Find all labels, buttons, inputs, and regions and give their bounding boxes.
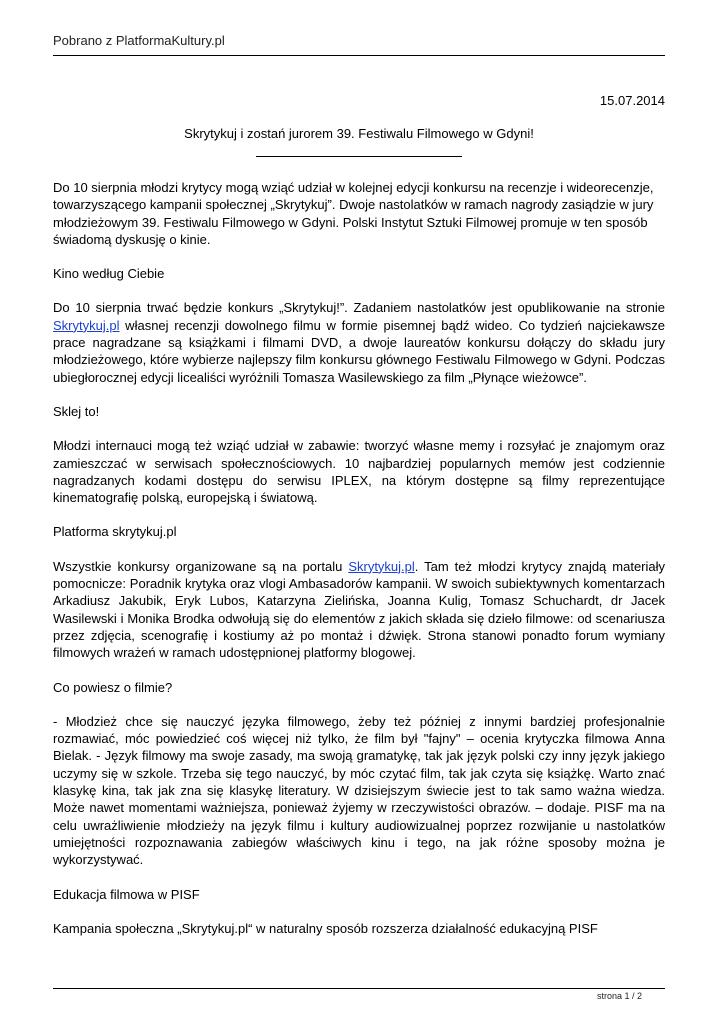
intro-paragraph: Do 10 sierpnia młodzi krytycy mogą wziąć udział w kolejnej edycji konkursu na recenzje i wideorecenzje, towarzyszącego kampanii społecznej „Skrytykuj”. Dwoje nastolatków w ramach nagrody zasiądzie w jury młodzieżowym 39. Festiwalu Filmowego w Gdyni. Polski Instytut Sztuki Filmowej promuje w ten sposób świadomą dyskusję o kinie. xyxy=(53,180,654,247)
section-heading-edukacja: Edukacja filmowa w PISF xyxy=(53,886,200,902)
section-heading-kino: Kino według Ciebie xyxy=(53,266,165,282)
skrytykuj-portal-link[interactable]: Skrytykuj.pl xyxy=(348,558,415,574)
section-paragraph-kino: Do 10 sierpnia trwać będzie konkurs „Skrytykuj!”. Zadaniem nastolatków jest opublikowanie na stronie Skrytykuj.pl własnej recenzji dowolnego filmu w formie pisemnej bądź wideo. Co tydzień najciekawsze prace nagradzane są książkami i filmami DVD, a dwoje laureatów konkursu dołączy do składu jury młodzieżowego, które wybierze najlepszy film konkursu głównego Festiwalu Filmowego w Gdyni. Podczas ubiegłorocznej edycji licealiści wyróżnili Tomasza Wasilewskiego za film „Płynące wieżowce”. xyxy=(53,300,665,385)
skrytykuj-link[interactable]: Skrytykuj.pl xyxy=(53,317,120,333)
section-heading-co-powiesz: Co powiesz o filmie? xyxy=(53,679,173,695)
section-paragraph-co-powiesz: - Młodzież chce się nauczyć języka filmowego, żeby też później z innymi bardziej profesjonalnie rozmawiać, móc powiedzieć coś więcej niż tylko, że film był "fajny" – ocenia krytyczka filmowa Anna Bielak. - Język filmowy ma swoje zasady, ma swoją gramatykę, tak jak język polski czy inny język jakiego uczymy się w szkole. Trzeba się tego nauczyć, by móc czytać film, tak jak czyta się książkę. Warto znać klasykę kina, tak jak zna się klasykę literatury. W dzisiejszym świecie jest to tak samo ważna wiedza. Może nawet momentami ważniejsza, ponieważ żyjemy w rzeczywistości obrazów. – dodaje. PISF ma na celu uwrażliwienie młodzieży na język filmu i kultury audiowizualnej poprzez rozwijanie u nastolatków umiejętności rozpoznawania zabiegów właściwych kinu i tego, na jak różne sposoby można je wykorzystywać. xyxy=(53,713,665,868)
article-title: Skrytykuj i zostań jurorem 39. Festiwalu Filmowego w Gdyni! xyxy=(184,126,534,141)
title-underline xyxy=(256,156,462,157)
page-number: strona 1 / 2 xyxy=(596,991,642,1001)
section-paragraph-platforma: Wszystkie konkursy organizowane są na portalu Skrytykuj.pl. Tam też młodzi krytycy znajdą materiały pomocnicze: Poradnik krytyka oraz vlogi Ambasadorów kampanii. W swoich subiektywnych komentarzach Arkadiusz Jakubik, Eryk Lubos, Katarzyna Zielińska, Joanna Kulig, Tomasz Schuchardt, dr Jacek Wasilewski i Monika Brodka odwołują się do elementów z jakich składa się dzieło filmowe: od scenariusza przez zdjęcia, scenografię i kostiumy aż po montaż i dźwięk. Strona stanowi ponadto forum wymiany filmowych wrażeń w ramach udostępnionej platformy blogowej. xyxy=(53,558,666,661)
section-paragraph-sklej: Młodzi internauci mogą też wziąć udział w zabawie: tworzyć własne memy i rozsyłać je znajomym oraz zamieszczać w serwisach społecznościowych. 10 najbardziej popularnych memów jest codziennie nagradzanych kodami dostępu do serwisu IPLEX, na którym dostępne są filmy reprezentujące kinematografię polską, europejską i światową. xyxy=(53,438,665,506)
article-body xyxy=(53,179,665,954)
section-paragraph-edukacja: Kampania społeczna „Skrytykuj.pl“ w naturalny sposób rozszerza działalność edukacyjną PISF xyxy=(53,920,598,936)
footer-divider xyxy=(53,988,665,989)
section-heading-sklej: Sklej to! xyxy=(53,403,100,419)
article-date: 15.07.2014 xyxy=(599,93,665,108)
section-heading-platforma: Platforma skrytykuj.pl xyxy=(53,524,177,540)
header-divider xyxy=(53,55,665,56)
page-header-source: Pobrano z PlatformaKultury.pl xyxy=(53,33,225,48)
